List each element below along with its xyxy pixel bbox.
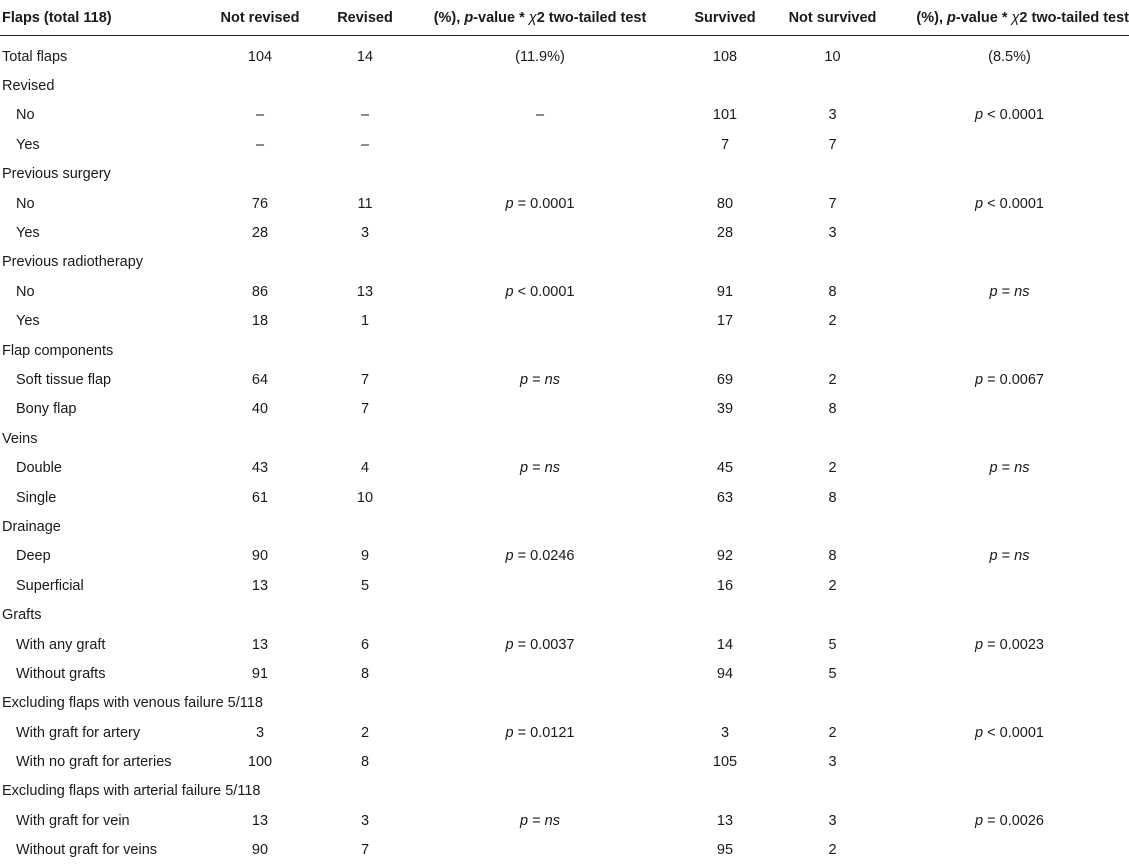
cell-survived (675, 424, 775, 453)
cell-pvalue-survival (890, 600, 1129, 629)
header-survived: Survived (675, 0, 775, 36)
cell-pvalue-survival (890, 571, 1129, 600)
cell-pvalue-survival (890, 836, 1129, 865)
cell-not-revised: 40 (251, 401, 269, 418)
cell-survived: 105 (712, 754, 738, 771)
cell-revised: 11 (357, 195, 373, 212)
table-row (0, 571, 1129, 600)
header-not-survived: Not survived (775, 0, 890, 36)
cell-revised: 1 (360, 313, 370, 330)
cell-pvalue-revision (405, 307, 675, 336)
cell-not-survived: 8 (828, 283, 837, 300)
cell-not-revised: 13 (251, 812, 269, 829)
cell-pvalue-survival: (8.5%) (988, 48, 1031, 65)
cell-not-revised: 86 (251, 283, 269, 300)
row-label: No (16, 283, 35, 300)
cell-not-survived: 8 (828, 548, 837, 565)
row-label: Total flaps (2, 48, 68, 65)
cell-revised: 3 (360, 812, 370, 829)
cell-revised: 9 (360, 548, 370, 565)
row-label: No (16, 107, 35, 124)
cell-pvalue-survival (890, 689, 1129, 718)
cell-not-survived: 2 (828, 577, 837, 594)
cell-survived: 17 (716, 313, 734, 330)
cell-survived (675, 71, 775, 100)
row-label: Without grafts (16, 665, 106, 682)
cell-survived: 28 (716, 225, 734, 242)
cell-not-revised: 104 (247, 48, 273, 65)
cell-revised: 7 (360, 401, 370, 418)
table-row (0, 101, 1129, 130)
row-label: Single (16, 489, 57, 506)
cell-pvalue-revision (405, 71, 675, 100)
header-not-revised: Not revised (195, 0, 325, 36)
row-label: Yes (16, 136, 40, 153)
cell-pvalue-survival (890, 395, 1129, 424)
cell-pvalue-revision (405, 160, 675, 189)
cell-not-survived: 8 (828, 401, 837, 418)
cell-revised (325, 600, 405, 629)
cell-pvalue-revision (405, 777, 675, 806)
cell-pvalue-revision: p = ns (520, 371, 560, 388)
cell-pvalue-revision: p < 0.0001 (505, 283, 575, 300)
cell-pvalue-survival (890, 130, 1129, 159)
group-row (0, 160, 1129, 189)
cell-not-revised (195, 248, 325, 277)
group-row (0, 689, 1129, 718)
cell-pvalue-revision: p = 0.0246 (505, 548, 575, 565)
cell-not-revised: 90 (251, 548, 269, 565)
row-label: Excluding flaps with venous failure 5/118 (2, 695, 263, 712)
cell-pvalue-survival: p < 0.0001 (975, 195, 1044, 212)
cell-not-survived: 2 (828, 842, 837, 859)
cell-not-revised: 64 (251, 371, 269, 388)
cell-pvalue-revision: p = 0.0037 (505, 636, 575, 653)
cell-pvalue-survival (890, 512, 1129, 541)
table-row (0, 218, 1129, 247)
cell-pvalue-revision: p = ns (520, 812, 560, 829)
cell-pvalue-revision (405, 130, 675, 159)
row-label: Soft tissue flap (16, 371, 112, 388)
cell-not-survived: 7 (828, 195, 837, 212)
row-label: Previous surgery (2, 166, 111, 183)
cell-not-survived (775, 424, 890, 453)
header-revised: Revised (325, 0, 405, 36)
cell-not-survived: 2 (828, 724, 837, 741)
cell-not-revised (195, 336, 325, 365)
row-label: Veins (2, 430, 38, 447)
cell-not-revised: – (255, 107, 265, 124)
cell-pvalue-revision: (11.9%) (515, 48, 565, 65)
cell-not-survived (775, 689, 890, 718)
cell-pvalue-revision: p = 0.0121 (505, 724, 575, 741)
cell-revised: – (360, 136, 370, 153)
table-row (0, 659, 1129, 688)
cell-pvalue-survival (890, 483, 1129, 512)
row-label: Yes (16, 225, 40, 242)
cell-not-revised (195, 71, 325, 100)
row-label: Superficial (16, 577, 84, 594)
row-label: Deep (16, 548, 51, 565)
cell-not-survived: 8 (828, 489, 837, 506)
cell-survived: 3 (720, 724, 730, 741)
cell-revised: 2 (360, 724, 370, 741)
cell-not-revised (195, 600, 325, 629)
cell-not-revised (195, 160, 325, 189)
group-row (0, 42, 1129, 71)
header-pvalue-revision: (%), p-value * χ2 two-tailed test (405, 0, 675, 36)
cell-pvalue-revision: – (535, 107, 545, 124)
cell-pvalue-revision (405, 747, 675, 776)
cell-revised (325, 71, 405, 100)
table-row (0, 836, 1129, 865)
cell-not-survived (775, 512, 890, 541)
cell-not-survived (775, 600, 890, 629)
cell-survived: 108 (712, 48, 738, 65)
cell-not-survived: 3 (828, 107, 837, 124)
cell-not-survived (775, 248, 890, 277)
group-row (0, 71, 1129, 100)
cell-not-revised: 3 (255, 724, 265, 741)
cell-pvalue-survival: p = 0.0026 (975, 812, 1044, 829)
cell-not-survived (775, 160, 890, 189)
cell-not-survived: 2 (828, 371, 837, 388)
cell-pvalue-survival: p = ns (989, 283, 1030, 300)
cell-revised: 7 (360, 842, 370, 859)
cell-not-revised: 13 (251, 636, 269, 653)
cell-pvalue-survival (890, 336, 1129, 365)
cell-survived: 7 (720, 136, 730, 153)
table-row (0, 806, 1129, 835)
cell-pvalue-survival (890, 218, 1129, 247)
cell-survived: 16 (716, 577, 734, 594)
cell-pvalue-revision (405, 659, 675, 688)
cell-not-revised: 18 (251, 313, 269, 330)
cell-survived (675, 777, 775, 806)
cell-not-survived (775, 336, 890, 365)
cell-not-survived: 3 (828, 812, 837, 829)
cell-not-revised: 28 (251, 225, 269, 242)
cell-not-survived (775, 777, 890, 806)
cell-revised: 14 (356, 48, 374, 65)
table-row (0, 130, 1129, 159)
cell-not-revised: – (255, 136, 265, 153)
cell-pvalue-survival (890, 71, 1129, 100)
cell-not-revised: 90 (251, 842, 269, 859)
table-row (0, 747, 1129, 776)
cell-pvalue-survival (890, 160, 1129, 189)
cell-pvalue-survival: p = ns (989, 460, 1030, 477)
cell-pvalue-revision (405, 248, 675, 277)
cell-survived: 45 (716, 460, 734, 477)
cell-survived: 101 (712, 107, 738, 124)
cell-revised (325, 160, 405, 189)
cell-survived: 94 (716, 665, 734, 682)
cell-pvalue-revision (405, 218, 675, 247)
cell-survived: 13 (716, 812, 734, 829)
cell-pvalue-revision (405, 395, 675, 424)
cell-survived: 63 (716, 489, 734, 506)
cell-not-revised: 100 (247, 754, 273, 771)
cell-revised: 10 (356, 489, 374, 506)
cell-not-revised (195, 424, 325, 453)
row-label: With graft for vein (16, 812, 130, 829)
table-body (0, 36, 1129, 865)
table-row (0, 307, 1129, 336)
row-label: Yes (16, 313, 40, 330)
cell-pvalue-revision (405, 600, 675, 629)
cell-not-survived: 3 (828, 754, 837, 771)
cell-revised (325, 777, 405, 806)
row-label: Excluding flaps with arterial failure 5/118 (2, 783, 261, 800)
table-row (0, 365, 1129, 394)
row-label: Revised (2, 78, 55, 95)
group-row (0, 777, 1129, 806)
table-row (0, 718, 1129, 747)
row-label: Double (16, 460, 62, 477)
table-row (0, 189, 1129, 218)
cell-pvalue-survival (890, 248, 1129, 277)
cell-survived (675, 689, 775, 718)
table-header (0, 0, 1129, 36)
cell-pvalue-revision: p = 0.0001 (505, 195, 575, 212)
cell-not-revised: 61 (251, 489, 269, 506)
cell-pvalue-revision (405, 836, 675, 865)
cell-revised: 5 (360, 577, 370, 594)
cell-survived: 69 (716, 371, 734, 388)
row-label: No (16, 195, 35, 212)
cell-revised: 7 (360, 371, 370, 388)
cell-not-survived: 5 (828, 665, 837, 682)
cell-survived (675, 160, 775, 189)
cell-not-survived: 3 (828, 225, 837, 242)
cell-not-survived: 5 (828, 636, 837, 653)
cell-revised: 4 (360, 460, 370, 477)
cell-pvalue-survival (890, 659, 1129, 688)
cell-pvalue-revision (405, 483, 675, 512)
cell-revised: 3 (360, 225, 370, 242)
cell-not-survived: 2 (828, 313, 837, 330)
table-row (0, 630, 1129, 659)
cell-not-survived: 2 (828, 460, 837, 477)
cell-revised (325, 512, 405, 541)
cell-revised (325, 424, 405, 453)
cell-not-revised: 43 (251, 460, 269, 477)
cell-survived: 95 (716, 842, 734, 859)
cell-pvalue-survival: p < 0.0001 (975, 724, 1044, 741)
cell-not-revised: 13 (251, 577, 269, 594)
cell-survived (675, 600, 775, 629)
cell-pvalue-revision: p = ns (520, 460, 560, 477)
row-label: With graft for artery (16, 724, 141, 741)
table-row (0, 395, 1129, 424)
cell-pvalue-revision (405, 424, 675, 453)
cell-not-survived: 7 (828, 136, 837, 153)
cell-survived: 39 (716, 401, 734, 418)
cell-survived (675, 512, 775, 541)
cell-pvalue-survival: p = 0.0067 (975, 371, 1044, 388)
group-row (0, 424, 1129, 453)
cell-survived (675, 336, 775, 365)
cell-survived: 80 (716, 195, 734, 212)
group-row (0, 248, 1129, 277)
cell-pvalue-survival: p = ns (989, 548, 1030, 565)
cell-pvalue-survival (890, 777, 1129, 806)
row-label: Flap components (2, 342, 114, 359)
cell-pvalue-survival: p < 0.0001 (975, 107, 1044, 124)
cell-pvalue-survival: p = 0.0023 (975, 636, 1044, 653)
row-label: With any graft (16, 636, 106, 653)
row-label: With no graft for arteries (16, 754, 172, 771)
cell-survived: 14 (716, 636, 734, 653)
cell-revised (325, 689, 405, 718)
cell-revised: 8 (360, 754, 370, 771)
row-label: Drainage (2, 518, 61, 535)
cell-pvalue-survival (890, 424, 1129, 453)
cell-pvalue-survival (890, 307, 1129, 336)
cell-pvalue-survival (890, 747, 1129, 776)
cell-survived: 92 (716, 548, 734, 565)
cell-revised (325, 336, 405, 365)
table-row (0, 483, 1129, 512)
row-label: Bony flap (16, 401, 77, 418)
cell-not-survived (775, 71, 890, 100)
row-label: Previous radiotherapy (2, 254, 144, 271)
cell-revised: 8 (360, 665, 370, 682)
table-row (0, 277, 1129, 306)
cell-survived (675, 248, 775, 277)
row-label: Grafts (2, 607, 42, 624)
cell-revised (325, 248, 405, 277)
cell-not-revised: 91 (251, 665, 269, 682)
cell-pvalue-revision (405, 512, 675, 541)
cell-not-revised (195, 512, 325, 541)
header-row (0, 0, 1129, 36)
cell-revised: – (360, 107, 370, 124)
cell-revised: 13 (356, 283, 374, 300)
table-row (0, 453, 1129, 482)
cell-pvalue-revision (405, 689, 675, 718)
group-row (0, 336, 1129, 365)
header-flaps: Flaps (total 118) (0, 0, 195, 36)
cell-not-revised: 76 (251, 195, 269, 212)
cell-survived: 91 (716, 283, 734, 300)
table-row (0, 542, 1129, 571)
cell-not-survived: 10 (824, 48, 841, 65)
row-label: Without graft for veins (16, 842, 158, 859)
group-row (0, 512, 1129, 541)
group-row (0, 600, 1129, 629)
header-pvalue-survival: (%), p-value * χ2 two-tailed test (890, 0, 1129, 36)
cell-pvalue-revision (405, 571, 675, 600)
cell-revised: 6 (360, 636, 370, 653)
cell-pvalue-revision (405, 336, 675, 365)
